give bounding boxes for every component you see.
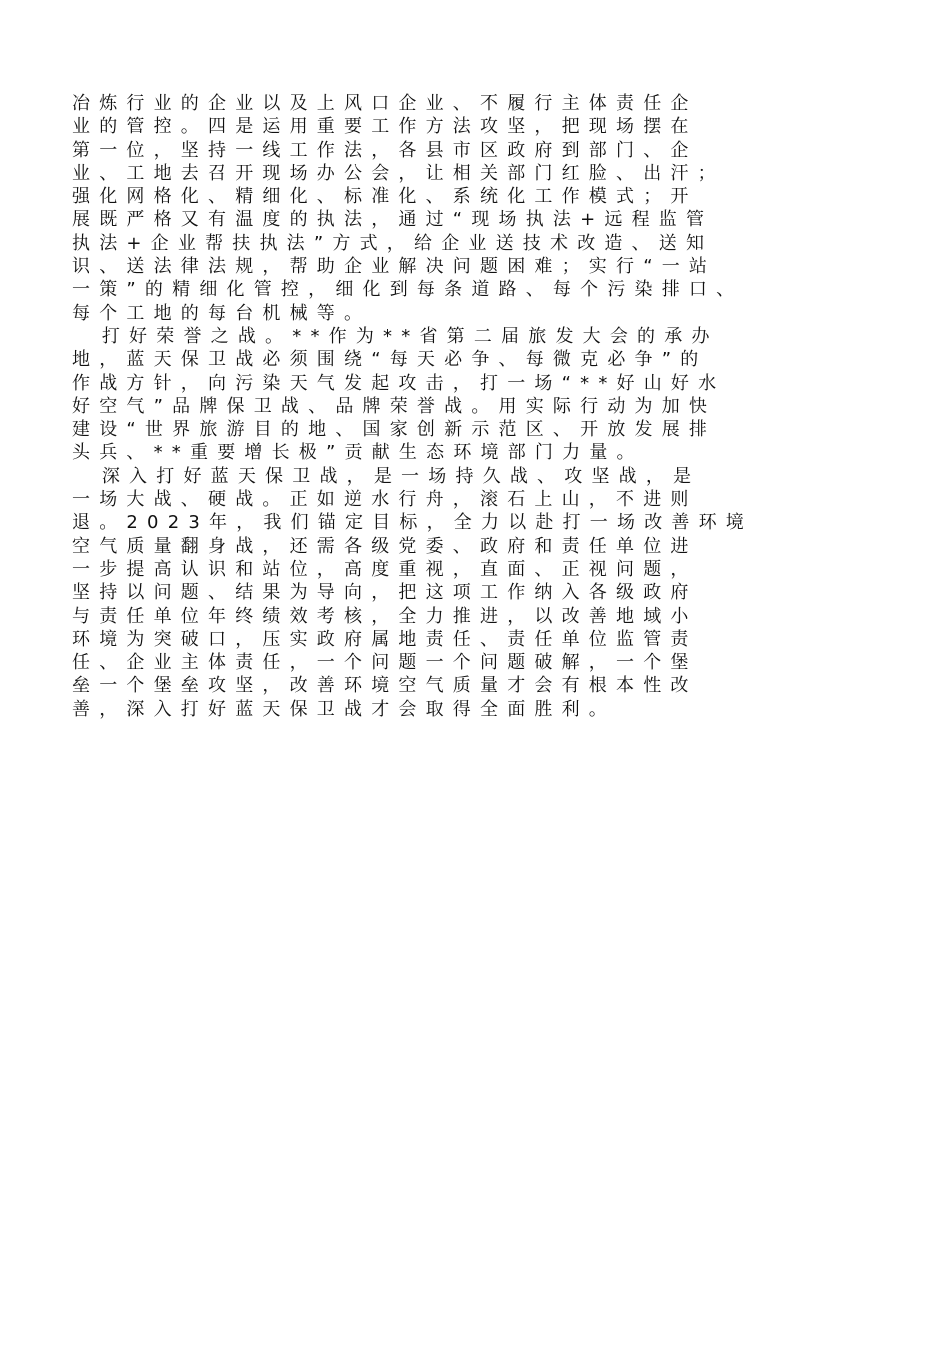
text-line: 打好荣誉之战。**作为**省第二届旅发大会的承办 — [72, 325, 719, 347]
text-line: 业、工地去召开现场办公会，让相关部门红脸、出汗； — [72, 162, 725, 184]
text-line: 环境为突破口，压实政府属地责任、责任单位监管责 — [72, 628, 698, 650]
text-line: 善，深入打好蓝天保卫战才会取得全面胜利。 — [72, 698, 616, 720]
text-line: 垒一个堡垒攻坚，改善环境空气质量才会有根本性改 — [72, 675, 698, 697]
text-line: 冶炼行业的企业以及上风口企业、不履行主体责任企 — [72, 93, 698, 114]
text-line: 一策”的精细化管控，细化到每条道路、每个污染排口、 — [72, 279, 744, 301]
text-line: 一步提高认识和站位，高度重视，直面、正视问题， — [72, 558, 698, 580]
document-body — [72, 92, 902, 721]
text-line: 一场大战、硬战。正如逆水行舟，滚石上山，不进则 — [72, 489, 698, 511]
text-line: 业的管控。四是运用重要工作方法攻坚，把现场摆在 — [72, 116, 698, 138]
text-line: 空气质量翻身战，还需各级党委、政府和责任单位进 — [72, 535, 698, 557]
text-line: 任、企业主体责任，一个问题一个问题破解，一个堡 — [72, 652, 698, 674]
text-line: 深入打好蓝天保卫战，是一场持久战、攻坚战，是 — [72, 465, 701, 487]
text-line: 好空气”品牌保卫战、品牌荣誉战。用实际行动为加快 — [72, 395, 717, 417]
text-line: 退。2023年，我们锚定目标，全力以赴打一场改善环境 — [72, 512, 754, 534]
text-line: 第一位，坚持一线工作法，各县市区政府到部门、企 — [72, 139, 698, 161]
text-line: 执法+企业帮扶执法”方式，给企业送技术改造、送知 — [72, 232, 714, 254]
text-line: 地，蓝天保卫战必须围绕“每天必争、每微克必争”的 — [72, 349, 708, 371]
text-line: 每个工地的每台机械等。 — [72, 302, 372, 324]
text-line: 坚持以问题、结果为导向，把这项工作纳入各级政府 — [72, 582, 698, 604]
text-line: 头兵、**重要增长极”贡献生态环境部门力量。 — [72, 442, 644, 464]
text-line: 建设“世界旅游目的地、国家创新示范区、开放发展排 — [72, 419, 717, 441]
text-line: 作战方针，向污染天气发起攻击，打一场“**好山好水 — [72, 372, 726, 394]
text-line: 识、送法律法规，帮助企业解决问题困难；实行“一站 — [72, 256, 717, 278]
text-line: 与责任单位年终绩效考核，全力推进，以改善地域小 — [72, 605, 698, 627]
text-line: 强化网格化、精细化、标准化、系统化工作模式；开 — [72, 186, 698, 208]
text-line: 展既严格又有温度的执法，通过“现场执法+远程监管 — [72, 209, 714, 231]
